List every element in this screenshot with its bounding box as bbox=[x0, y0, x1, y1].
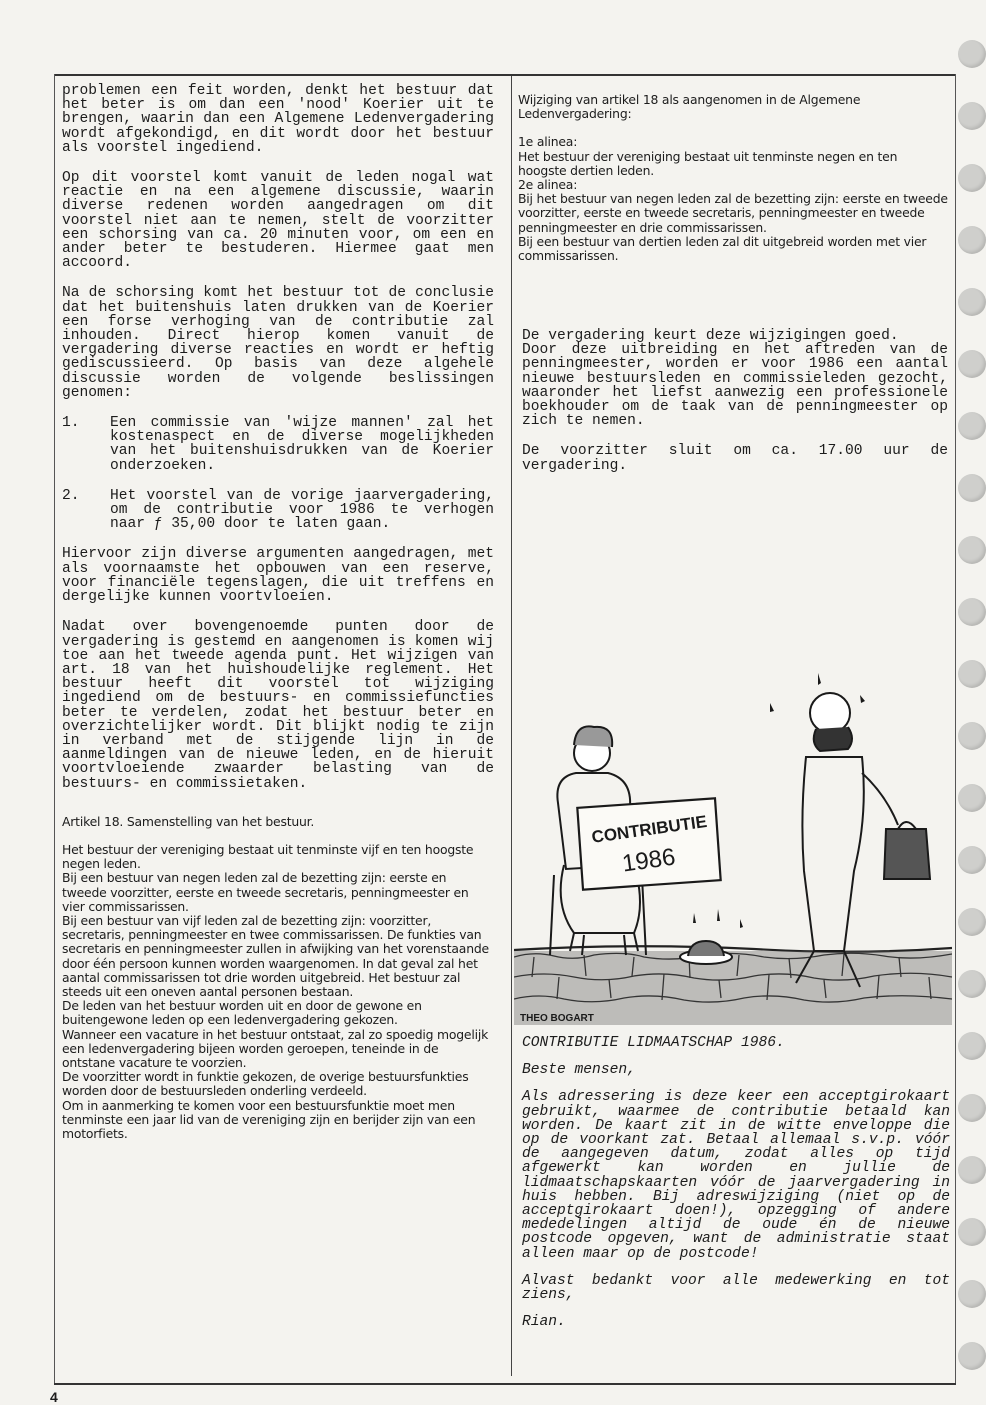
binder-hole bbox=[958, 102, 986, 130]
binder-hole bbox=[958, 784, 986, 812]
article-text bbox=[62, 843, 494, 1141]
article-line: Bij een bestuur van negen leden zal de bezetting zijn: eerste en tweede voorzitter, eerste en tweede secretaris, penningmeester en vier commissarissen. bbox=[62, 870, 469, 914]
list-item bbox=[62, 489, 494, 532]
sign-text-year: 1986 bbox=[620, 843, 678, 878]
article-line: Het bestuur der vereniging bestaat uit tenminste vijf en ten hoogste negen leden. bbox=[62, 841, 474, 872]
left-column bbox=[62, 84, 494, 1141]
binder-holes bbox=[958, 36, 986, 1402]
binder-hole bbox=[958, 846, 986, 874]
list-item bbox=[62, 416, 494, 473]
binder-hole bbox=[958, 412, 986, 440]
letter-closing: Alvast bedankt voor alle medewerking en tot ziens, bbox=[522, 1272, 950, 1304]
binder-hole bbox=[958, 40, 986, 68]
letter-salutation: Beste mensen, bbox=[522, 1062, 636, 1079]
column-divider bbox=[511, 76, 512, 1376]
binder-hole bbox=[958, 1094, 986, 1122]
frame-right-rule bbox=[955, 74, 956, 1384]
binder-hole bbox=[958, 908, 986, 936]
sign-text-contributie: CONTRIBUTIE bbox=[590, 811, 709, 847]
article-line: De leden van het bestuur worden uit en door de gewone en buitengewone leden op een ledenvergadering gekozen. bbox=[62, 998, 422, 1028]
amendment-line: 1e alinea: bbox=[518, 134, 578, 150]
amendment-line: Bij een bestuur van dertien leden zal dit uitgebreid worden met vier commissarissen. bbox=[518, 233, 927, 264]
paragraph-agenda: Nadat over bovengenoemde punten door de vergadering is gestemd en aangenomen is komen wij toe aan het tweede agenda punt. Het wijzigen van art. 18 van het huishoudelijke reglement. Het bestuur heeft dit voorstel tot wijziging ingediend om de bestuurs- en commissiefuncties beter te verdelen, zodat het bestuur beter en overzichtelijker wordt. Dit blijkt nodig te zijn in verband met de stijgende lijn in de aanmeldingen van de nieuwe leden, en de hieruit voortvloeiende zwaarder belasting van de bestuurs- en commissietaken. bbox=[62, 619, 494, 792]
frame-top-rule bbox=[54, 74, 956, 76]
binder-hole bbox=[958, 1342, 986, 1370]
letter-signoff: Rian. bbox=[522, 1314, 566, 1331]
amendment-title: Wijziging van artikel 18 als aangenomen in de Algemene Ledenvergadering: bbox=[518, 92, 861, 122]
list-text: Het voorstel van de vorige jaarvergadering, om de contributie voor 1986 te verhogen naar ƒ 35,00 door te laten gaan. bbox=[110, 487, 494, 533]
paragraph-closing: De voorzitter sluit om ca. 17.00 uur de vergadering. bbox=[522, 443, 948, 474]
binder-hole bbox=[958, 970, 986, 998]
list-number: 2. bbox=[62, 487, 80, 504]
binder-hole bbox=[958, 164, 986, 192]
binder-hole bbox=[958, 288, 986, 316]
binder-hole bbox=[958, 226, 986, 254]
paragraph-proposal: problemen een feit worden, denkt het bestuur dat het beter is om dan een 'nood' Koerier uit te brengen, waarin dan een Algemene Ledenvergadering wordt afgekondigd, en dit wordt door het bestuur als voorstel ingediend. bbox=[62, 83, 494, 156]
binder-hole bbox=[958, 1032, 986, 1060]
paragraph-approval: De vergadering keurt deze wijzigingen goed. bbox=[522, 328, 899, 344]
binder-hole bbox=[958, 350, 986, 378]
list-number: 1. bbox=[62, 415, 80, 432]
binder-hole bbox=[958, 1218, 986, 1246]
binder-hole bbox=[958, 660, 986, 688]
binder-hole bbox=[958, 598, 986, 626]
amendment-line: 2e alinea: bbox=[518, 177, 578, 193]
paragraph-discussion: Op dit voorstel komt vanuit de leden nogal wat reactie en na een algemene discussie, waarin diverse redenen worden aangedragen om dit voorstel niet aan te nemen, stelt de voorzitter een schorsing van ca. 20 minuten voor, om een en ander beter te bestuderen. Hiermee gaat men accoord. bbox=[62, 170, 494, 272]
binder-hole bbox=[958, 536, 986, 564]
letter-heading: CONTRIBUTIE LIDMAATSCHAP 1986. bbox=[522, 1035, 785, 1051]
binder-hole bbox=[958, 1156, 986, 1184]
letter-body: Als adressering is deze keer een acceptgirokaart gebruikt, waarmee de contributie betaald kan worden. De kaart zit in de witte enveloppe die op de voorkant zat. Betaal allemaal s.v.p. vóór de aangegeven datum, zodat alles op tijd afgewerkt kan worden en jullie de lidmaatschapskaarten vóór de jaarvergadering in huis hebben. Bij adreswijziging (niet op de acceptgirokaart doen!), opzegging of andere mededelingen altijd de oude én de nieuwe postcode opgeven, want de administratie staat alleen maar op de postcode! bbox=[522, 1089, 950, 1262]
cartoon-illustration bbox=[514, 665, 952, 1025]
hat-on-ground bbox=[680, 941, 732, 964]
artist-signature: THEO BOGART bbox=[520, 1013, 594, 1024]
amendment-line: Het bestuur der vereniging bestaat uit tenminste negen en ten hoogste dertien leden. bbox=[518, 148, 898, 178]
letter-block bbox=[522, 1036, 950, 1329]
article-line: Om in aanmerking te komen voor een bestuursfunktie moet men tenminste een jaar lid van de vereniging zijn en berijder zijn van een motorfiets. bbox=[62, 1097, 476, 1141]
frame-left-rule bbox=[54, 74, 55, 1384]
meeting-block bbox=[522, 329, 948, 473]
paragraph-new-board: Door deze uitbreiding en het aftreden van de penningmeester, worden er voor 1986 een aantal nieuwe bestuursleden en commissieleden gezocht, waaronder het liefst aanwezig een professionele boekhouder om de taak van de penningmeester op zich te nemen. bbox=[522, 342, 948, 430]
decisions-list bbox=[62, 416, 494, 531]
paragraph-suspension: Na de schorsing komt het bestuur tot de conclusie dat het buitenshuis laten drukken van de Koerier een forse verhoging van de contributie zal inhouden. Direct hierop komen vanuit de vergadering diverse reacties en wordt er heftig gediscussieerd. Op basis van deze algehele discussie worden de volgende beslissingen genomen: bbox=[62, 285, 494, 401]
page-number: 4 bbox=[50, 1389, 58, 1405]
paragraph-arguments: Hiervoor zijn diverse argumenten aangedragen, met als voornaamste het opbouwen van een reserve, voor financiële tegenslagen, die uit treffens en dergelijke kunnen voortvloeien. bbox=[62, 546, 494, 606]
article-line: Wanneer een vacature in het bestuur ontstaat, zal zo spoedig mogelijk een ledenvergadering bijeen worden geroepen, teneinde in de ontstane vacature te voorzien. bbox=[62, 1026, 489, 1070]
binder-hole bbox=[958, 722, 986, 750]
man-figure bbox=[796, 693, 930, 987]
article-heading: Artikel 18. Samenstelling van het bestuur. bbox=[62, 813, 315, 829]
list-text: Een commissie van 'wijze mannen' zal het kostenaspect en de diverse mogelijkheden van het buitenshuisdrukken van de Koerier onderzoeken. bbox=[110, 415, 494, 474]
binder-hole bbox=[958, 1280, 986, 1308]
article-line: De voorzitter wordt in funktie gekozen, de overige bestuursfunkties worden door de bestuursleden onderling verdeeld. bbox=[62, 1069, 469, 1099]
contributie-sign bbox=[577, 798, 720, 889]
frame-bottom-rule bbox=[54, 1383, 956, 1385]
article-line: Bij een bestuur van vijf leden zal de bezetting zijn: voorzitter, secretaris, penningmeester en twee commissarissen. De funkties van secretaris en penningmeester zullen in afwijking van het vorenstaande door één persoon kunnen worden waargenomen. In dat geval zal het aantal commissarissen tot drie worden uitgebreid. Het bestuur zal steeds uit een oneven aantal personen bestaan. bbox=[62, 912, 489, 999]
amendment-line: Bij het bestuur van negen leden zal de bezetting zijn: eerste en tweede voorzitter, eerste en tweede secretaris, penningmeester en tweede penningmeester en drie commissarissen. bbox=[518, 191, 948, 235]
amendment-block bbox=[518, 93, 948, 263]
binder-hole bbox=[958, 474, 986, 502]
